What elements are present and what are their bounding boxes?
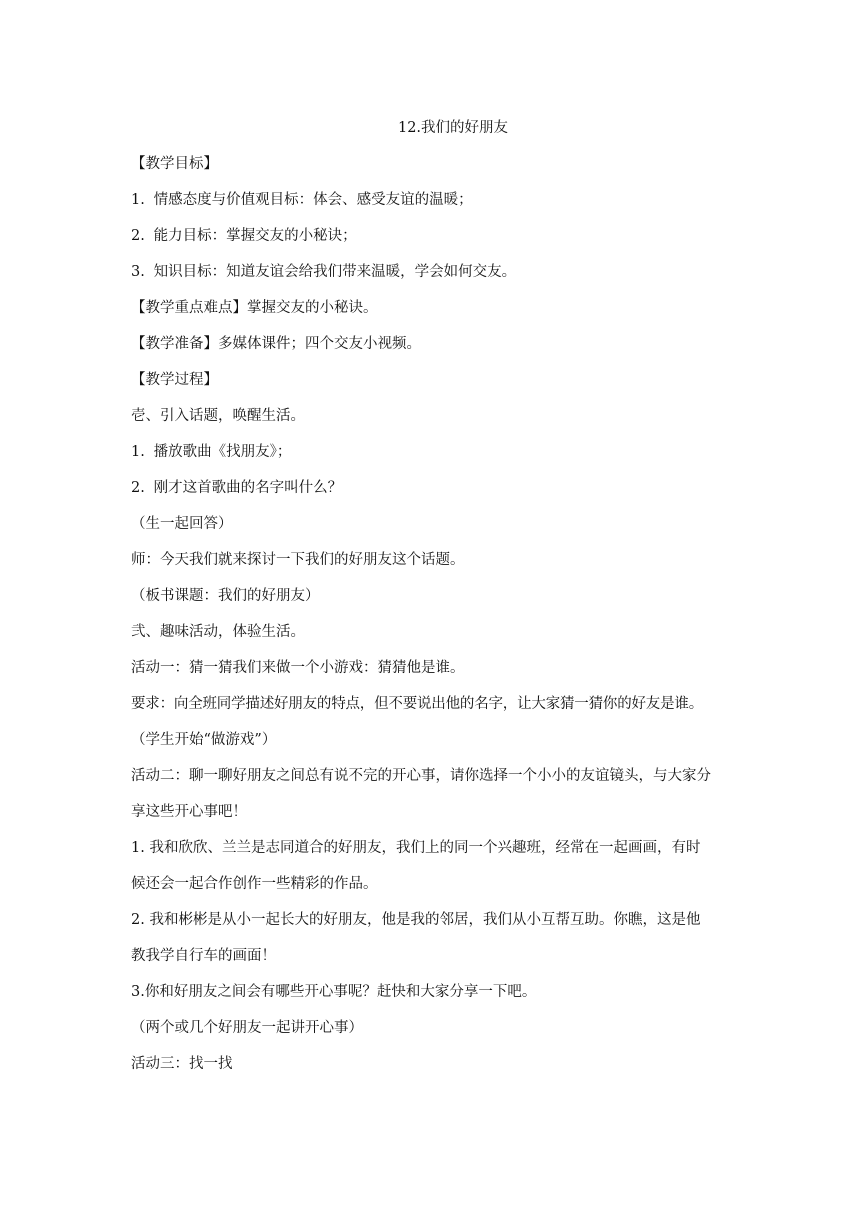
preparation: 【教学准备】多媒体课件；四个交友小视频。 <box>131 336 421 352</box>
section2-heading: 弐、趣味活动，体验生活。 <box>131 624 305 640</box>
teacher-line: 师：今天我们就来探讨一下我们的好朋友这个话题。 <box>131 552 465 568</box>
story2-paragraph <box>131 902 741 974</box>
board-title-note: （板书课题：我们的好朋友） <box>131 588 320 604</box>
objective-item <box>131 190 741 210</box>
story1-paragraph <box>131 830 741 902</box>
objective-text: 情感态度与价值观目标：体会、感受友谊的温暖； <box>153 192 473 208</box>
section1-item-text: 播放歌曲《找朋友》； <box>153 444 292 460</box>
story3: 3.你和好朋友之间会有哪些开心事呢？赶快和大家分享一下吧。 <box>131 984 537 1000</box>
section1-item-number: 2. <box>131 480 145 496</box>
story1-line: 1. 我和欣欣、兰兰是志同道合的好朋友，我们上的同一个兴趣班，经常在一起画画，有时 <box>131 840 701 856</box>
activity2-paragraph <box>131 758 741 830</box>
document-title: 12.我们的好朋友 <box>397 120 509 136</box>
story2-line: 2. 我和彬彬是从小一起长大的好朋友，他是我的邻居，我们从小互帮互助。你瞧，这是他 <box>131 912 701 928</box>
activity1: 活动一：猜一猜我们来做一个小游戏：猜猜他是谁。 <box>131 660 465 676</box>
story2-line: 教我学自行车的画面！ <box>131 948 276 964</box>
activity2-line: 享这些开心事吧！ <box>131 804 247 820</box>
objective-text: 能力目标：掌握交友的小秘诀； <box>153 228 357 244</box>
activity3: 活动三：找一找 <box>131 1056 233 1072</box>
objectives-heading: 【教学目标】 <box>131 156 218 172</box>
objective-text: 知识目标：知道友谊会给我们带来温暖，学会如何交友。 <box>153 264 517 280</box>
section1-item <box>131 442 741 462</box>
section1-item-number: 1. <box>131 444 145 460</box>
section1-heading: 壱、引入话题，唤醒生活。 <box>131 408 305 424</box>
game-start-note: （学生开始“做游戏”） <box>131 732 277 748</box>
key-points: 【教学重点难点】掌握交友的小秘诀。 <box>131 300 378 316</box>
story1-line: 候还会一起合作创作一些精彩的作品。 <box>131 876 378 892</box>
process-heading: 【教学过程】 <box>131 372 218 388</box>
objective-item <box>131 226 741 246</box>
student-answer: （生一起回答） <box>131 516 233 532</box>
objective-number: 3. <box>131 264 145 280</box>
share-note: （两个或几个好朋友一起讲开心事） <box>131 1020 363 1036</box>
section1-item-text: 刚才这首歌曲的名字叫什么？ <box>153 480 343 496</box>
requirement: 要求：向全班同学描述好朋友的特点，但不要说出他的名字，让大家猜一猜你的好友是谁。 <box>131 696 703 712</box>
objective-number: 2. <box>131 228 145 244</box>
document-body <box>131 118 741 1090</box>
objective-item <box>131 262 741 282</box>
section1-item <box>131 478 741 498</box>
activity2-line: 活动二：聊一聊好朋友之间总有说不完的开心事，请你选择一个小小的友谊镜头，与大家分 <box>131 768 711 784</box>
objective-number: 1. <box>131 192 145 208</box>
